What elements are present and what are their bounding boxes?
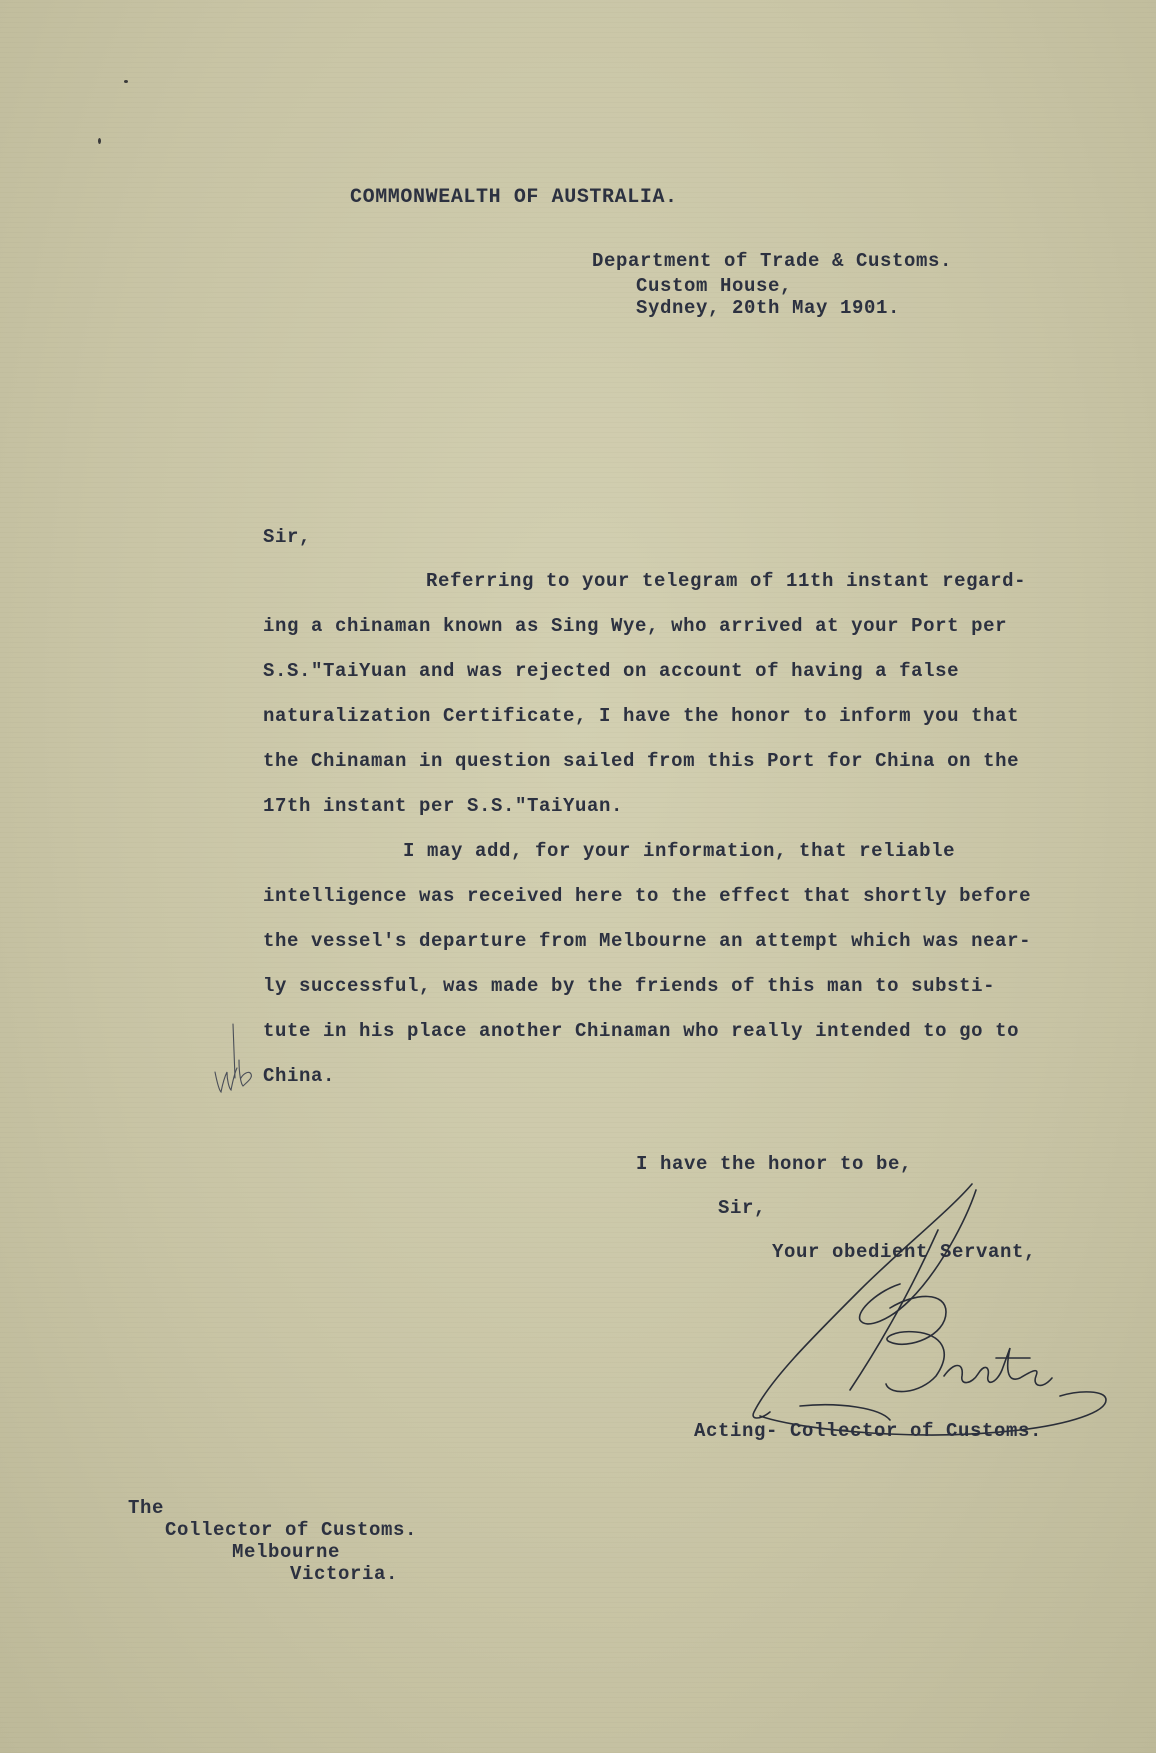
body-line: naturalization Certificate, I have the honor to inform you that (263, 705, 1020, 727)
handwritten-signature (740, 1180, 1120, 1450)
ink-speck (124, 80, 128, 83)
closing-line: I have the honor to be, (636, 1153, 913, 1175)
body-line: 17th instant per S.S."TaiYuan. (263, 795, 624, 817)
addressee-line: Victoria. (290, 1563, 399, 1585)
masthead: COMMONWEALTH OF AUSTRALIA. (350, 186, 678, 209)
body-line: Referring to your telegram of 11th instant regard- (426, 570, 1027, 592)
margin-initials (205, 1020, 265, 1100)
body-line: S.S."TaiYuan and was rejected on account of having a false (263, 660, 960, 682)
body-line: tute in his place another Chinaman who really intended to go to (263, 1020, 1020, 1042)
body-line: intelligence was received here to the effect that shortly before (263, 885, 1032, 907)
body-line: I may add, for your information, that reliable (403, 840, 956, 862)
addressee-line: Melbourne (232, 1541, 341, 1563)
signatory-title: Acting- Collector of Customs. (694, 1420, 1043, 1442)
addressee-line: The (128, 1497, 165, 1519)
closing-line: Sir, (718, 1197, 767, 1219)
salutation: Sir, (263, 526, 312, 548)
addressee-line: Collector of Customs. (165, 1519, 418, 1541)
body-line: ly successful, was made by the friends of this man to substi- (263, 975, 996, 997)
office-line: Custom House, (636, 275, 793, 297)
body-line: the Chinaman in question sailed from this Port for China on the (263, 750, 1020, 772)
body-line: the vessel's departure from Melbourne an attempt which was near- (263, 930, 1032, 952)
closing-line: Your obedient Servant, (772, 1241, 1037, 1263)
body-line: China. (263, 1065, 336, 1087)
ink-speck (98, 138, 101, 144)
date-line: Sydney, 20th May 1901. (636, 297, 901, 319)
department-line: Department of Trade & Customs. (592, 250, 953, 272)
body-line: ing a chinaman known as Sing Wye, who arrived at your Port per (263, 615, 1008, 637)
